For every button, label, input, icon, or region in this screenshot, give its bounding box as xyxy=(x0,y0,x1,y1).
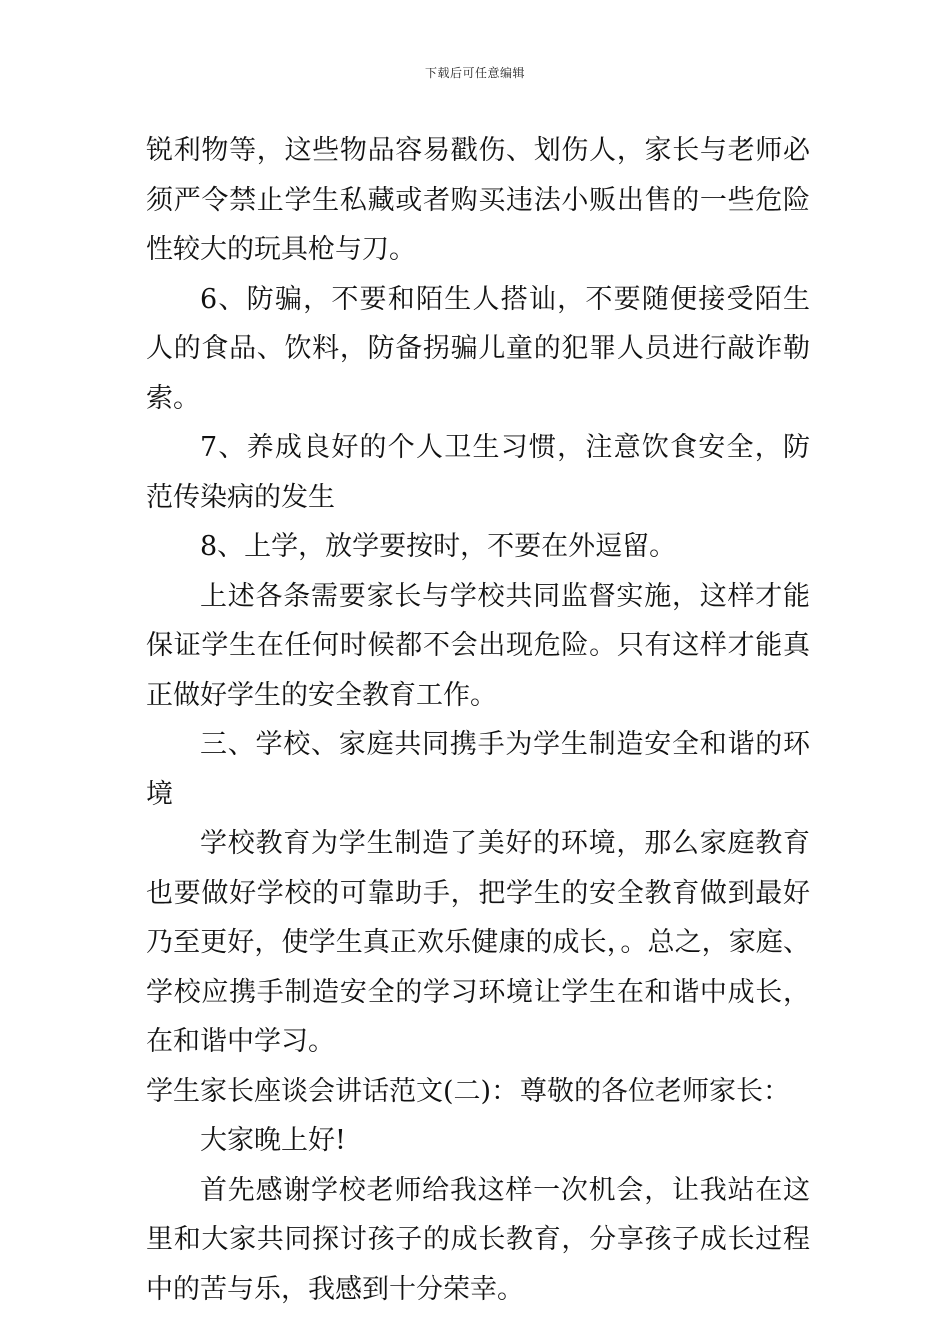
speech-title-line xyxy=(146,1067,810,1117)
paragraph-item-8: 8、上学，放学要按时，不要在外逗留。 xyxy=(200,531,677,562)
document-body xyxy=(146,126,810,1314)
greeting-paragraph: 大家晚上好! xyxy=(200,1125,346,1156)
paragraph-thanks: 首先感谢学校老师给我这样一次机会，让我站在这里和大家共同探讨孩子的成长教育，分享孩子成长过程中的苦与乐，我感到十分荣幸。 xyxy=(146,1174,810,1305)
section-three-heading: 三、学校、家庭共同携手为学生制造安全和谐的环境 xyxy=(146,729,810,810)
paragraph-supervision: 上述各条需要家长与学校共同监督实施，这样才能保证学生在任何时候都不会出现危险。只有这样才能真正做好学生的安全教育工作。 xyxy=(146,580,810,711)
paragraph-school-family: 学校教育为学生制造了美好的环境，那么家庭教育也要做好学校的可靠助手，把学生的安全教育做到最好乃至更好，使学生真正欢乐健康的成长，。总之，家庭、学校应携手制造安全的学习环境让学生在和谐中成长，在和谐中学习。 xyxy=(146,828,810,1057)
page-header-note: 下载后可任意编辑 xyxy=(424,66,525,80)
paragraph-item-7: 7、养成良好的个人卫生习惯，注意饮食安全，防范传染病的发生 xyxy=(146,432,810,513)
paragraph-sharp-objects: 锐利物等，这些物品容易戳伤、划伤人，家长与老师必须严令禁止学生私藏或者购买违法小贩出售的一些危险性较大的玩具枪与刀。 xyxy=(146,135,810,265)
paragraph-item-6: 6、防骗，不要和陌生人搭讪，不要随便接受陌生人的食品、饮料，防备拐骗儿童的犯罪人员进行敲诈勒索。 xyxy=(146,283,810,414)
speech-salutation: 尊敬的各位老师家长： xyxy=(520,1075,790,1107)
speech-title: 学生家长座谈会讲话范文(二)： xyxy=(146,1075,519,1107)
